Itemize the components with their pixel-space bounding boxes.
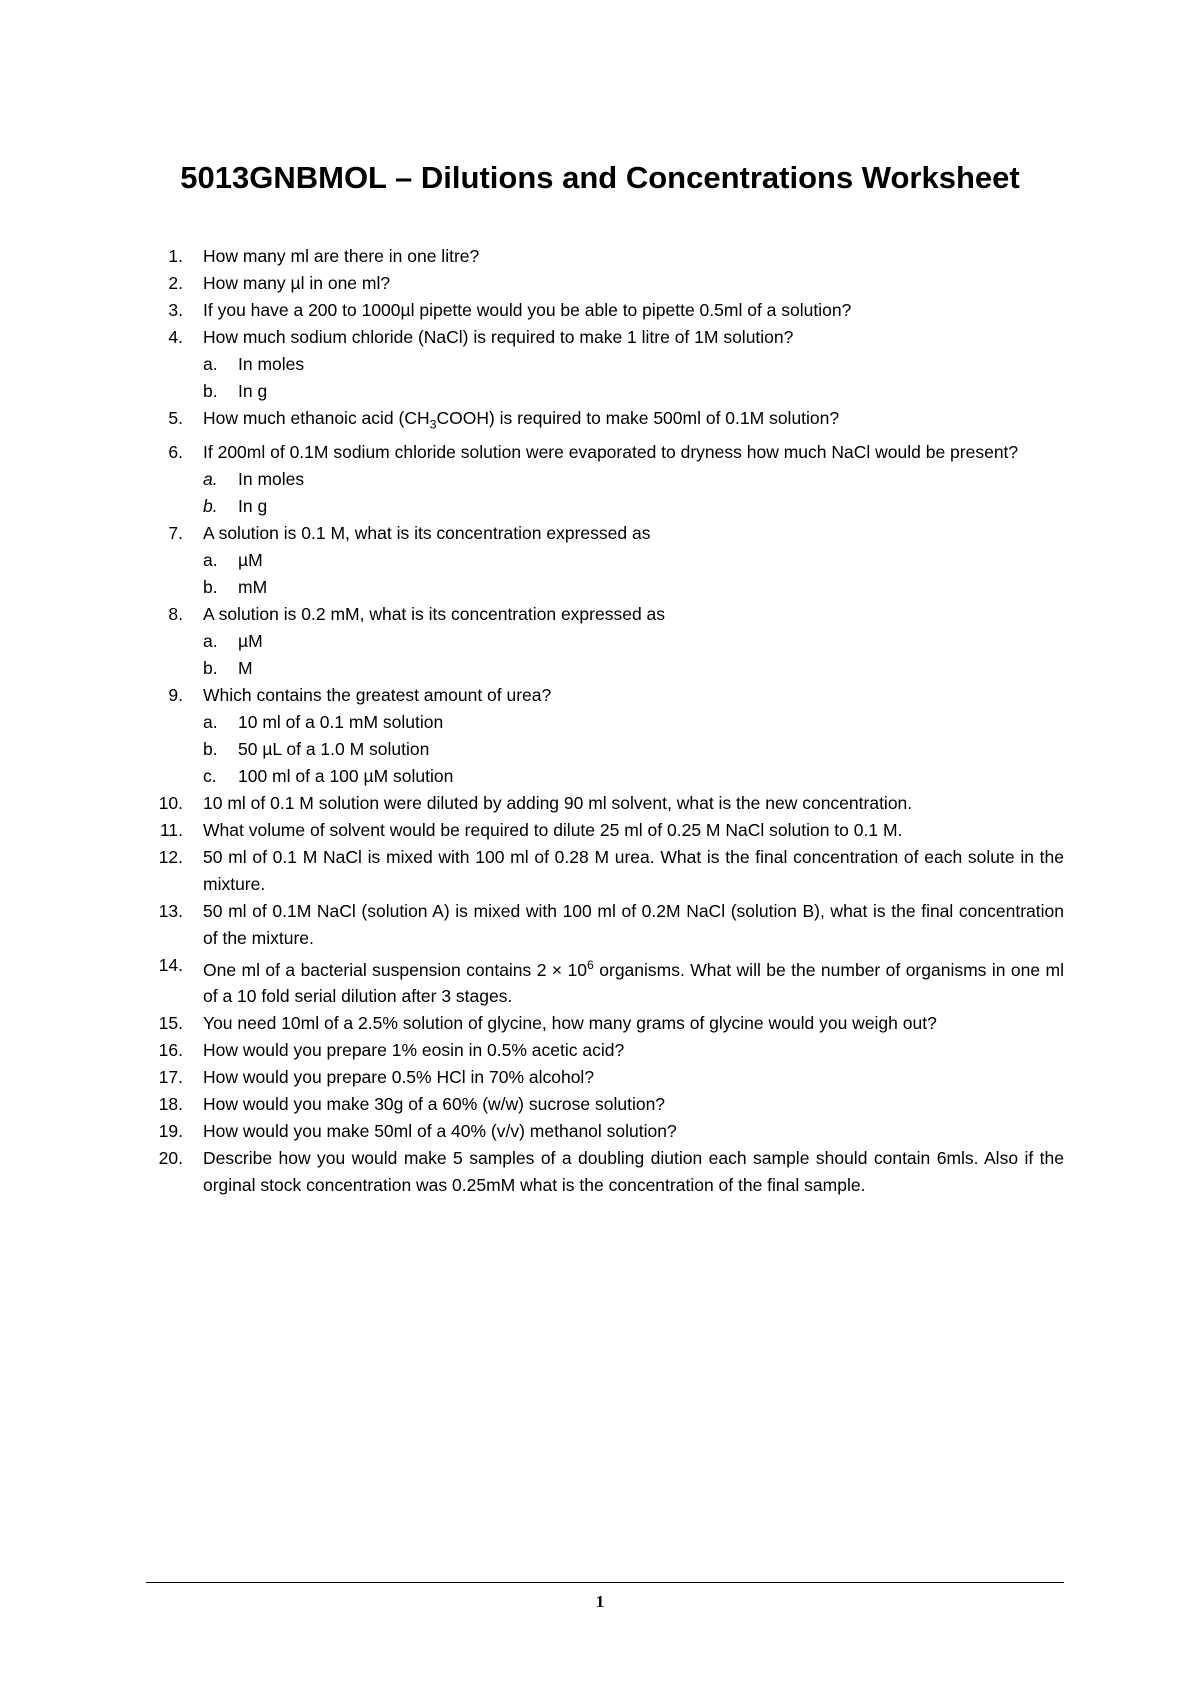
question-item	[146, 270, 1064, 297]
question-number: 13.	[158, 900, 183, 921]
sub-question	[146, 709, 1064, 736]
sub-question-letter: c.	[203, 765, 217, 786]
sub-question-letter: a.	[203, 468, 218, 489]
sub-question	[146, 378, 1064, 405]
question-number: 12.	[158, 846, 183, 867]
question-item	[146, 682, 1064, 790]
sub-question-text: 50 µL of a 1.0 M solution	[238, 738, 430, 759]
sub-question-text: In g	[238, 381, 268, 401]
question-text: You need 10ml of a 2.5% solution of glycine, how many grams of glycine would you weigh out?	[203, 1013, 937, 1034]
question-number: 6.	[168, 441, 183, 462]
sub-question-text: In g	[238, 495, 268, 516]
question-text: Describe how you would make 5 samples of a doubling diution each sample should contain 6mls. Also if the orginal stock concentration was 0.25mM what is the concentration of the final sample.	[203, 1148, 1064, 1196]
question-text: How many µl in one ml?	[203, 273, 391, 293]
sub-question-list	[146, 547, 1064, 601]
question-number: 9.	[168, 684, 183, 705]
question-text: 50 ml of 0.1 M NaCl is mixed with 100 ml of 0.28 M urea. What is the final concentration of each solute in the mixture.	[203, 846, 1064, 894]
question-text-part: organisms. What will be the number of organisms in one ml of a 10 fold serial dilution after 3 stages.	[203, 959, 1064, 1007]
question-item	[146, 439, 1064, 520]
question-item	[146, 297, 1064, 324]
question-number: 10.	[158, 792, 183, 813]
sub-question-list	[146, 466, 1064, 520]
question-number: 20.	[158, 1148, 183, 1169]
question-number: 14.	[158, 954, 183, 975]
question-text: 50 ml of 0.1M NaCl (solution A) is mixed with 100 ml of 0.2M NaCl (solution B), what is the final concentration of the mixture.	[203, 900, 1064, 948]
sub-question-text: µM	[238, 630, 263, 651]
sub-question-letter: b.	[203, 738, 218, 759]
question-item	[146, 1145, 1064, 1199]
question-text: Which contains the greatest amount of urea?	[203, 684, 552, 705]
question-text: 10 ml of 0.1 M solution were diluted by adding 90 ml solvent, what is the new concentration.	[203, 792, 913, 813]
sub-question-letter: a.	[203, 549, 218, 570]
sub-question-letter: b.	[203, 381, 218, 401]
sub-question-letter: a.	[203, 354, 218, 374]
question-number: 11.	[159, 819, 183, 840]
sub-question-text: 100 ml of a 100 µM solution	[238, 765, 454, 786]
question-item	[146, 1118, 1064, 1145]
question-text-part: One ml of a bacterial suspension contains 2 × 10	[203, 959, 587, 980]
sub-question	[146, 493, 1064, 520]
sub-question	[146, 628, 1064, 655]
question-item	[146, 324, 1064, 405]
question-item	[146, 1091, 1064, 1118]
question-number: 16.	[158, 1040, 183, 1061]
question-number: 3.	[168, 300, 183, 320]
sub-question	[146, 736, 1064, 763]
sub-question	[146, 655, 1064, 682]
question-item	[146, 1064, 1064, 1091]
question-item	[146, 243, 1064, 270]
question-text: How would you prepare 0.5% HCl in 70% alcohol?	[203, 1067, 595, 1088]
question-text: How would you make 50ml of a 40% (v/v) methanol solution?	[203, 1121, 677, 1142]
question-text: If you have a 200 to 1000µl pipette would you be able to pipette 0.5ml of a solution?	[203, 300, 852, 320]
sub-question-letter: a.	[203, 711, 218, 732]
question-text	[203, 405, 1064, 439]
formula-subscript: 3	[429, 417, 437, 432]
sub-question	[146, 763, 1064, 790]
question-number: 19.	[158, 1121, 183, 1142]
question-number: 5.	[168, 408, 183, 428]
sub-question-letter: b.	[203, 576, 218, 597]
question-item	[146, 1010, 1064, 1037]
question-text: How would you make 30g of a 60% (w/w) sucrose solution?	[203, 1094, 666, 1115]
sub-question-text: In moles	[238, 468, 305, 489]
footer-divider	[146, 1582, 1064, 1583]
sub-question	[146, 466, 1064, 493]
sub-question	[146, 547, 1064, 574]
sub-question-list	[146, 351, 1064, 405]
question-text: A solution is 0.1 M, what is its concentration expressed as	[203, 522, 651, 543]
sub-question	[146, 574, 1064, 601]
question-number: 17.	[158, 1067, 183, 1088]
question-number: 15.	[158, 1013, 183, 1034]
sub-question-list	[146, 709, 1064, 790]
sub-question-letter: a.	[203, 630, 218, 651]
question-number: 8.	[168, 603, 183, 624]
sub-question-list	[146, 628, 1064, 682]
question-text: What volume of solvent would be required to dilute 25 ml of 0.25 M NaCl solution to 0.1 M.	[203, 819, 903, 840]
question-text-part: COOH) is required to make 500ml of 0.1M solution?	[436, 408, 840, 428]
page-number: 1	[595, 1592, 605, 1611]
question-number: 4.	[168, 327, 183, 347]
question-text: If 200ml of 0.1M sodium chloride solution were evaporated to dryness how much NaCl would be present?	[203, 441, 1019, 462]
question-item	[146, 1037, 1064, 1064]
question-list	[146, 243, 1064, 1199]
question-item	[146, 790, 1064, 817]
sub-question-text: µM	[238, 549, 263, 570]
question-item	[146, 898, 1064, 952]
sub-question-letter: b.	[203, 495, 218, 516]
sub-question-letter: b.	[203, 657, 218, 678]
question-item	[146, 520, 1064, 601]
question-number: 18.	[158, 1094, 183, 1115]
question-item	[146, 844, 1064, 898]
sub-question-text: 10 ml of a 0.1 mM solution	[238, 711, 444, 732]
sub-question-text: mM	[238, 576, 268, 597]
question-number: 1.	[168, 246, 183, 266]
sub-question-text: M	[238, 657, 253, 678]
sub-question	[146, 351, 1064, 378]
question-item	[146, 817, 1064, 844]
question-text: How would you prepare 1% eosin in 0.5% acetic acid?	[203, 1040, 625, 1061]
exponent-superscript: 6	[587, 957, 594, 972]
question-number: 2.	[168, 273, 183, 293]
question-item	[146, 601, 1064, 682]
question-item	[146, 405, 1064, 439]
page-title: 5013GNBMOL – Dilutions and Concentrations Worksheet	[180, 160, 1020, 195]
sub-question-text: In moles	[238, 354, 305, 374]
question-text: How many ml are there in one litre?	[203, 246, 480, 266]
question-text-part: How much ethanoic acid (CH	[203, 408, 430, 428]
question-text	[203, 952, 1064, 1011]
question-item	[146, 952, 1064, 1011]
question-text: How much sodium chloride (NaCl) is required to make 1 litre of 1M solution?	[203, 327, 794, 347]
question-text: A solution is 0.2 mM, what is its concentration expressed as	[203, 603, 666, 624]
question-number: 7.	[168, 522, 183, 543]
